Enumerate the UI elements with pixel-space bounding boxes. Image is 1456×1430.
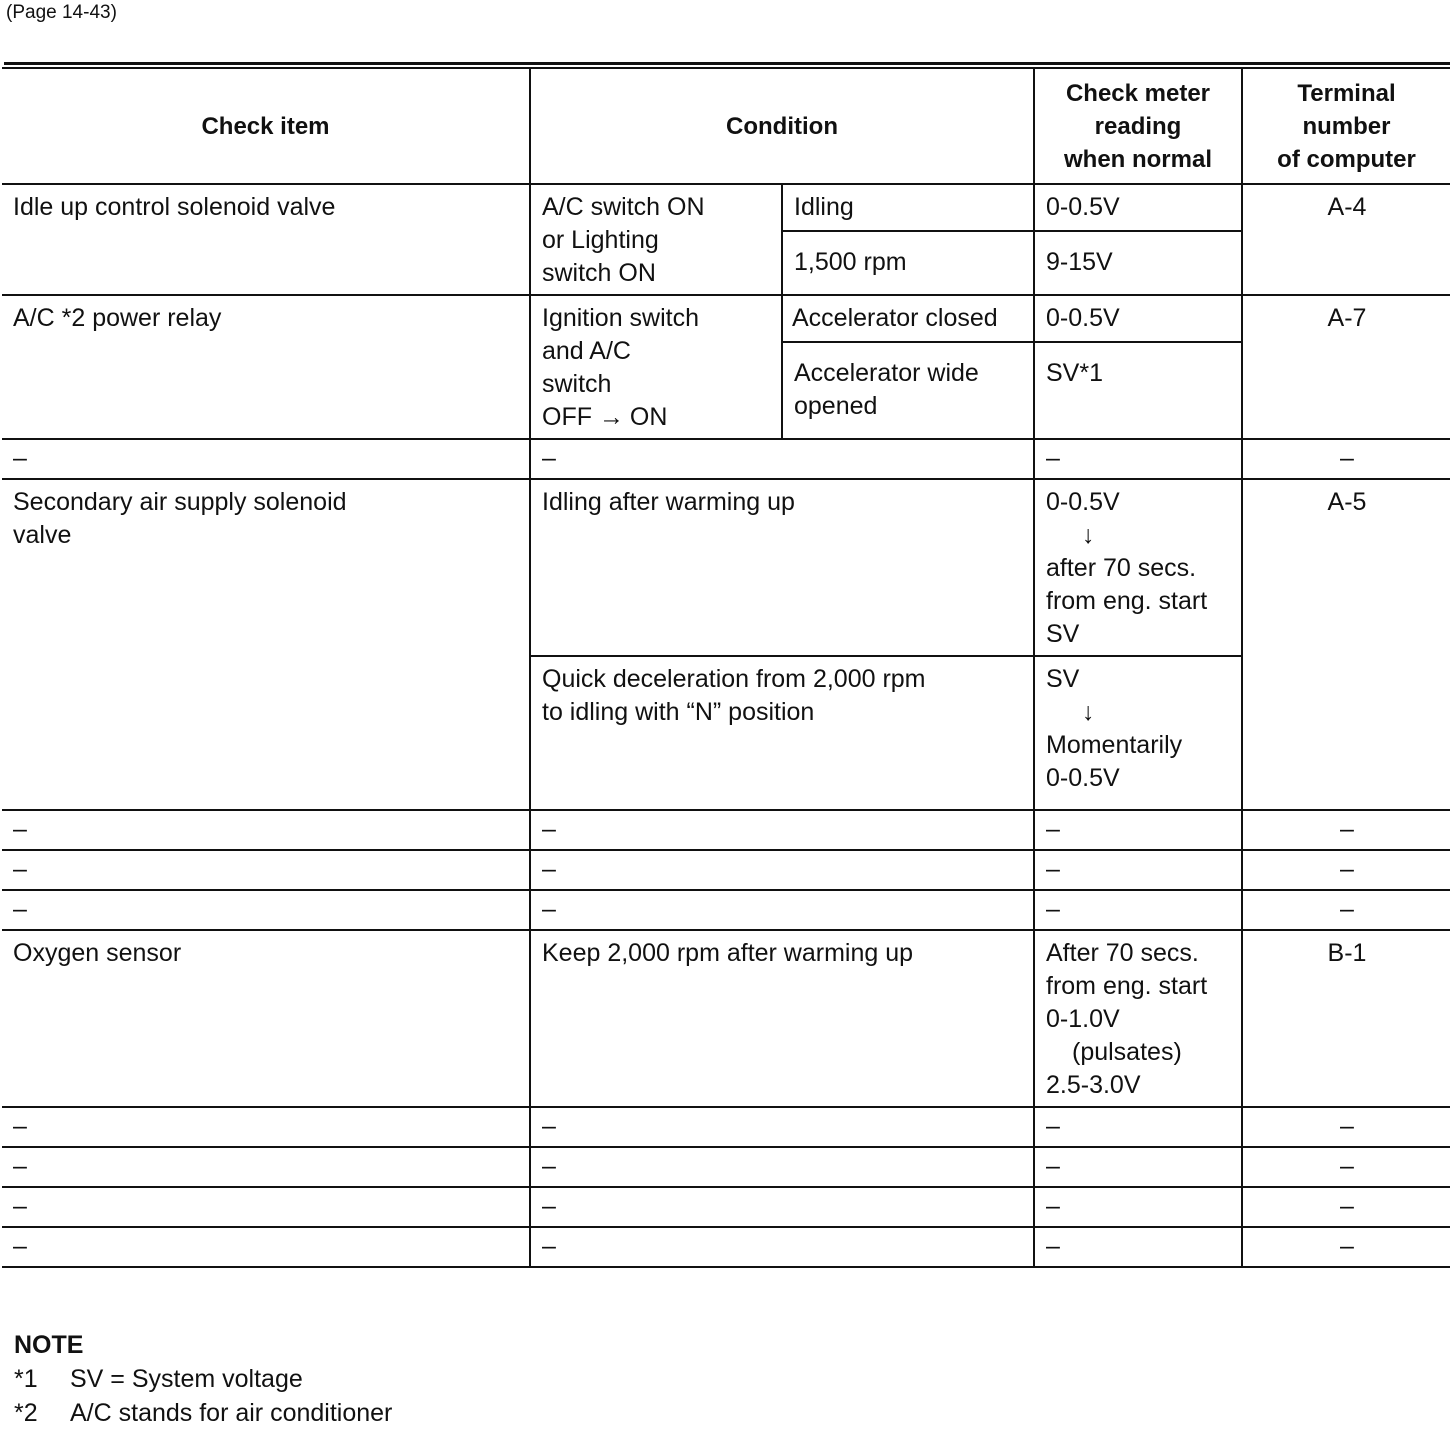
condition-line: and A/C (542, 337, 631, 365)
meter-line: SV (1046, 620, 1080, 648)
condition-cell (530, 295, 782, 439)
condition-cell: – (530, 890, 1034, 930)
meter-reading-cell: 0-0.5V (1034, 184, 1242, 231)
check-item-cell: – (2, 1187, 530, 1227)
check-item-cell: Idle up control solenoid valve (2, 184, 530, 295)
condition-cell (530, 656, 1034, 810)
terminal-cell: A-5 (1242, 479, 1450, 810)
meter-reading-cell: – (1034, 890, 1242, 930)
check-item-cell: – (2, 850, 530, 890)
header-condition: Condition (530, 68, 1034, 184)
terminal-cell: – (1242, 1147, 1450, 1187)
meter-reading-cell: – (1034, 850, 1242, 890)
meter-reading-cell: – (1034, 810, 1242, 850)
check-item-cell: – (2, 1107, 530, 1147)
terminal-cell: – (1242, 890, 1450, 930)
arrow-right-icon: → (598, 403, 624, 431)
meter-line: from eng. start (1046, 972, 1208, 1000)
meter-line: from eng. start (1046, 587, 1208, 615)
note-mark: *1 (14, 1365, 38, 1393)
arrow-down-icon: ↓ (1082, 521, 1095, 549)
table-row (2, 1107, 1450, 1147)
table-row (2, 1187, 1450, 1227)
header-terminal-line: of computer (1277, 145, 1416, 173)
meter-reading-cell (1034, 656, 1242, 810)
condition-cell: Idling after warming up (530, 479, 1034, 656)
sub-condition-line: Accelerator wide (794, 359, 979, 388)
header-row (2, 68, 1450, 184)
meter-line: Momentarily (1046, 731, 1183, 759)
note-text: A/C stands for air conditioner (70, 1399, 393, 1427)
condition-cell: – (530, 1227, 1034, 1267)
meter-line: 0-1.0V (1046, 1005, 1120, 1033)
condition-line: Ignition switch (542, 304, 700, 332)
header-terminal-line: Terminal (1297, 79, 1396, 107)
condition-on-text: ON (629, 403, 668, 431)
condition-line (542, 401, 771, 434)
check-item-cell: A/C *2 power relay (2, 295, 530, 439)
condition-cell: Keep 2,000 rpm after warming up (530, 930, 1034, 1107)
meter-line: after 70 secs. (1046, 554, 1197, 582)
meter-line: After 70 secs. (1046, 939, 1199, 967)
meter-reading-cell: – (1034, 1147, 1242, 1187)
meter-reading-cell: 9-15V (1034, 231, 1242, 295)
condition-cell: – (530, 1147, 1034, 1187)
sub-condition-cell (782, 342, 1034, 439)
meter-line: 2.5-3.0V (1046, 1071, 1141, 1099)
header-meter-reading (1034, 68, 1242, 184)
condition-line: switch ON (542, 259, 656, 287)
condition-line: A/C switch ON (542, 193, 705, 221)
table-row (2, 810, 1450, 850)
condition-cell: – (530, 1107, 1034, 1147)
condition-cell: – (530, 439, 1034, 479)
sub-condition-cell: Accelerator closed (782, 295, 1034, 342)
condition-line: to idling with “N” position (542, 698, 815, 726)
table-row (2, 479, 1450, 656)
sub-condition-cell: Idling (782, 184, 1034, 231)
note-mark: *2 (14, 1399, 38, 1427)
meter-line: SV (1046, 665, 1080, 693)
table-row (2, 295, 1450, 342)
terminal-cell: – (1242, 439, 1450, 479)
top-rule (4, 62, 1450, 65)
condition-off-text: OFF (542, 403, 592, 431)
check-item-cell (2, 479, 530, 810)
meter-reading-cell: – (1034, 439, 1242, 479)
terminal-cell: A-7 (1242, 295, 1450, 439)
meter-line: 0-0.5V (1046, 488, 1120, 516)
terminal-cell: A-4 (1242, 184, 1450, 295)
condition-cell: – (530, 850, 1034, 890)
terminal-cell: – (1242, 1227, 1450, 1267)
terminal-cell: – (1242, 850, 1450, 890)
meter-reading-cell: – (1034, 1227, 1242, 1267)
check-item-cell: – (2, 1227, 530, 1267)
terminal-cell: – (1242, 810, 1450, 850)
header-meter-line: when normal (1063, 145, 1213, 173)
condition-cell: – (530, 1187, 1034, 1227)
meter-reading-cell (1034, 930, 1242, 1107)
condition-line: or Lighting (542, 226, 659, 254)
header-meter-line: reading (1094, 112, 1182, 140)
check-item-cell: – (2, 1147, 530, 1187)
table-row (2, 850, 1450, 890)
terminal-cell: – (1242, 1107, 1450, 1147)
meter-line: (pulsates) (1072, 1038, 1182, 1066)
check-item-cell: – (2, 439, 530, 479)
note-title: NOTE (14, 1331, 84, 1359)
check-item-line: valve (13, 521, 72, 549)
header-terminal-number (1242, 68, 1450, 184)
table-row (2, 184, 1450, 231)
table-row (2, 439, 1450, 479)
sub-condition-cell: 1,500 rpm (782, 231, 1034, 295)
check-item-line: Secondary air supply solenoid (13, 488, 347, 516)
table-row (2, 1147, 1450, 1187)
meter-reading-cell: SV*1 (1034, 342, 1242, 439)
meter-reading-cell (1034, 479, 1242, 656)
condition-cell (530, 184, 782, 295)
note-item (14, 1396, 392, 1430)
condition-line: Quick deceleration from 2,000 rpm (542, 665, 926, 693)
note-block (14, 1328, 392, 1430)
sub-condition-line: opened (794, 392, 878, 421)
page-reference: (Page 14-43) (6, 2, 117, 23)
terminal-cell: – (1242, 1187, 1450, 1227)
arrow-down-icon: ↓ (1082, 698, 1095, 726)
meter-line: 0-0.5V (1046, 764, 1120, 792)
check-item-cell: – (2, 890, 530, 930)
header-check-item: Check item (2, 68, 530, 184)
table-row (2, 930, 1450, 1107)
note-item (14, 1362, 392, 1396)
meter-reading-cell: – (1034, 1187, 1242, 1227)
meter-reading-cell: 0-0.5V (1034, 295, 1242, 342)
check-item-cell: Oxygen sensor (2, 930, 530, 1107)
check-item-cell: – (2, 810, 530, 850)
header-terminal-line: number (1302, 112, 1391, 140)
note-text: SV = System voltage (70, 1365, 303, 1393)
condition-line: switch (542, 370, 612, 398)
condition-cell: – (530, 810, 1034, 850)
terminal-cell: B-1 (1242, 930, 1450, 1107)
table-row (2, 1227, 1450, 1267)
meter-reading-cell: – (1034, 1107, 1242, 1147)
header-meter-line: Check meter (1065, 79, 1211, 107)
table-row (2, 890, 1450, 930)
check-table (2, 67, 1450, 1268)
